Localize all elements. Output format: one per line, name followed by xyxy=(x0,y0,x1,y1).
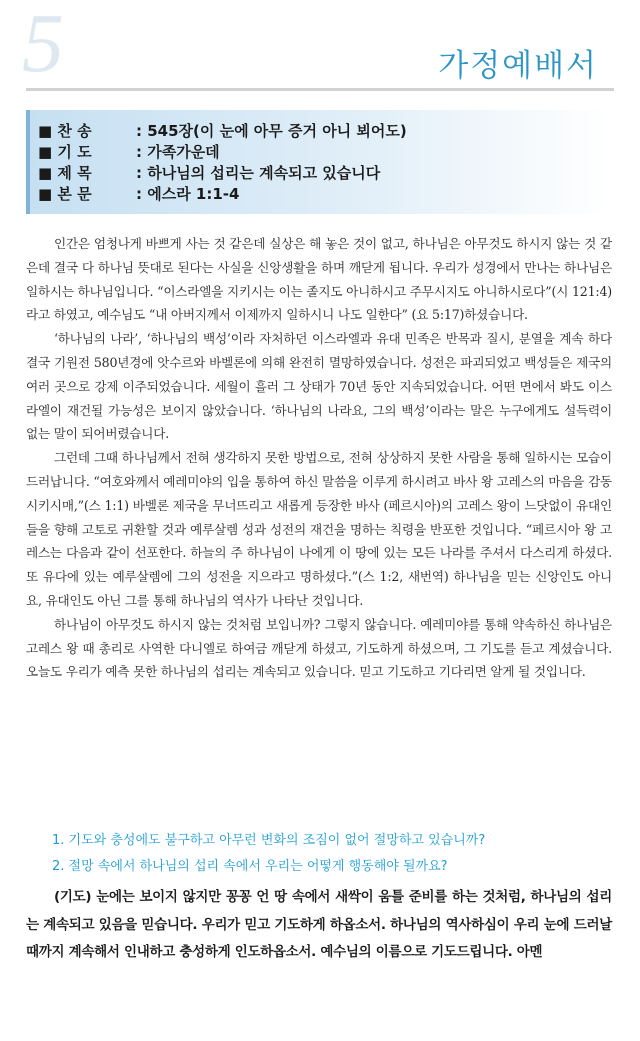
subject-line xyxy=(38,163,610,184)
prayer-line xyxy=(38,142,610,163)
worship-info-box xyxy=(26,110,610,214)
hymn-line xyxy=(38,121,610,142)
closing-prayer: (기도) 눈에는 보이지 않지만 꽁꽁 언 땅 속에서 새싹이 움틀 준비를 하는 것처럼, 하나님의 섭리는 계속되고 있음을 믿습니다. 우리가 믿고 기도하게 하옵소서. 하나님의 역사하심이 우리 눈에 드러날 때까지 계속해서 인내하고 충성하게 인도하옵소서. 예수님의 이름으로 기도드립니다. 아멘 xyxy=(26,889,612,960)
question-item: 1. 기도와 충성에도 불구하고 아무런 변화의 조짐이 없어 절망하고 있습니까? xyxy=(52,833,486,848)
scripture-value: : 에스라 1:1-4 xyxy=(136,185,240,203)
sermon-body xyxy=(26,232,612,684)
hymn-value: : 545장(이 눈에 아무 증거 아니 뵈어도) xyxy=(136,122,407,140)
subject-value: : 하나님의 섭리는 계속되고 있습니다 xyxy=(136,164,381,182)
sermon-paragraph: 인간은 엄청나게 바쁘게 사는 것 같은데 실상은 해 놓은 것이 없고, 하나님은 아무것도 하시지 않는 것 같은데 결국 다 하나님 뜻대로 된다는 사실을 신앙생활을 하며 깨닫게 됩니다. 우리가 성경에서 만나는 하나님은 일하시는 하나님입니다. “이스라엘을 지키시는 이는 졸지도 아니하시고 주무시지도 아니하시로다”(시 121:4)라고 하였고, 예수님도 “내 아버지께서 이제까지 일하시니 나도 일한다” (요 5:17)하셨습니다. xyxy=(26,236,612,323)
scripture-label: ■ 본 문 xyxy=(38,185,92,203)
title-divider xyxy=(26,88,614,91)
page-number: 5 xyxy=(22,0,64,90)
discussion-questions xyxy=(52,828,612,880)
sermon-paragraph: ‘하나님의 나라’, ‘하나님의 백성’이라 자처하던 이스라엘과 유대 민족은 반목과 질시, 분열을 계속 하다 결국 기원전 580년경에 앗수르와 바벨론에 의해 완전히 멸망하였습니다. 성전은 파괴되었고 백성들은 제국의 여러 곳으로 강제 이주되었습니다. 세월이 흘러 그 상태가 70년 동안 지속되었습니다. 어떤 면에서 봐도 이스라엘이 재건될 가능성은 보이지 않았습니다. ‘하나님의 나라요, 그의 백성’이라는 말은 누구에게도 설득력이 없는 말이 되어버렸습니다. xyxy=(26,331,612,442)
sermon-paragraph: 하나님이 아무것도 하시지 않는 것처럼 보입니까? 그렇지 않습니다. 예레미야를 통해 약속하신 하나님은 고레스 왕 때 총리로 사역한 다니엘로 하여금 깨닫게 하셨고, 기도하게 하셨으며, 그 기도를 듣고 계셨습니다. 오늘도 우리가 예측 못한 하나님의 섭리는 계속되고 있습니다. 믿고 기도하고 기다리면 알게 될 것입니다. xyxy=(26,616,612,680)
prayer-label: ■ 기 도 xyxy=(38,143,92,161)
hymn-label: ■ 찬 송 xyxy=(38,122,92,140)
sermon-paragraph: 그런데 그때 하나님께서 전혀 생각하지 못한 방법으로, 전혀 상상하지 못한 사람을 통해 일하시는 모습이 드러납니다. “여호와께서 예레미야의 입을 통하여 하신 말씀을 이루게 하시려고 바사 왕 고레스의 마음을 감동시키시매,”(스 1:1) 바벨론 제국을 무너뜨리고 새롭게 등장한 바사 (페르시아)의 고레스 왕이 느닷없이 유대인들을 향해 고토로 귀환할 것과 예루살렘 성과 성전의 재건을 명하는 칙령을 반포한 것입니다. “페르시아 왕 고레스는 다음과 같이 선포한다. 하늘의 주 하나님이 나에게 이 땅에 있는 모든 나라를 주셔서 다스리게 하셨다. 또 유다에 있는 예루살렘에 그의 성전을 지으라고 명하셨다.”(스 1:2, 새번역) 하나님을 믿는 신앙인도 아니요, 유대인도 아닌 그를 통해 하나님의 역사가 나타난 것입니다. xyxy=(26,450,612,608)
prayer-value: : 가족가운데 xyxy=(136,143,220,161)
page-title: 가정예배서 xyxy=(438,48,598,84)
question-item: 2. 절망 속에서 하나님의 섭리 속에서 우리는 어떻게 행동해야 될까요? xyxy=(52,859,448,874)
scripture-line xyxy=(38,184,610,205)
subject-label: ■ 제 목 xyxy=(38,164,92,182)
